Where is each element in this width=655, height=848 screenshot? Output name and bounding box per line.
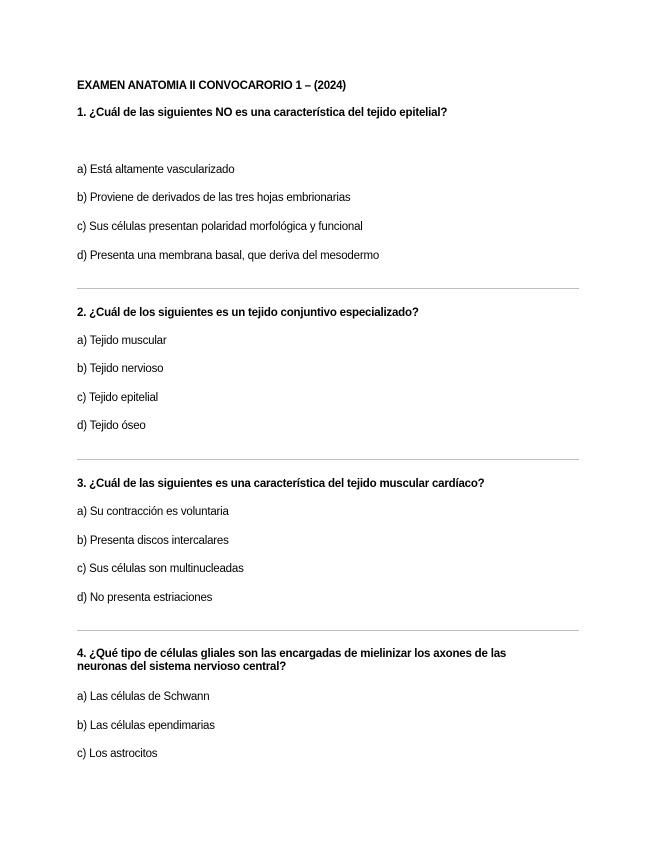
option-3c: c) Sus células son multinucleadas: [77, 563, 244, 575]
option-3b: b) Presenta discos intercalares: [77, 535, 229, 547]
option-3d: d) No presenta estriaciones: [77, 592, 213, 604]
option-3a: a) Su contracción es voluntaria: [77, 506, 229, 518]
option-1d: d) Presenta una membrana basal, que deriva del mesodermo: [77, 250, 380, 262]
option-2d: d) Tejido óseo: [77, 420, 146, 432]
option-2c: c) Tejido epitelial: [77, 392, 159, 404]
divider: [77, 288, 579, 289]
question-2: 2. ¿Cuál de los siguientes es un tejido conjuntivo especializado?: [77, 307, 419, 319]
option-1a: a) Está altamente vascularizado: [77, 164, 235, 176]
question-4-line-1: 4. ¿Qué tipo de células gliales son las encargadas de mielinizar los axones de las: [77, 648, 507, 660]
option-2a: a) Tejido muscular: [77, 335, 167, 347]
option-2b: b) Tejido nervioso: [77, 363, 164, 375]
option-1b: b) Proviene de derivados de las tres hojas embrionarias: [77, 192, 351, 204]
option-1c: c) Sus células presentan polaridad morfológica y funcional: [77, 221, 363, 233]
divider: [77, 459, 579, 460]
option-4a: a) Las células de Schwann: [77, 691, 210, 703]
option-4b: b) Las células ependimarias: [77, 720, 215, 732]
exam-title: EXAMEN ANATOMIA II CONVOCARORIO 1 – (2024): [77, 80, 346, 92]
question-1: 1. ¿Cuál de las siguientes NO es una característica del tejido epitelial?: [77, 107, 448, 119]
option-4c: c) Los astrocitos: [77, 748, 158, 760]
question-3: 3. ¿Cuál de las siguientes es una característica del tejido muscular cardíaco?: [77, 478, 485, 490]
question-4-line-2: neuronas del sistema nervioso central?: [77, 661, 287, 673]
divider: [77, 630, 579, 631]
